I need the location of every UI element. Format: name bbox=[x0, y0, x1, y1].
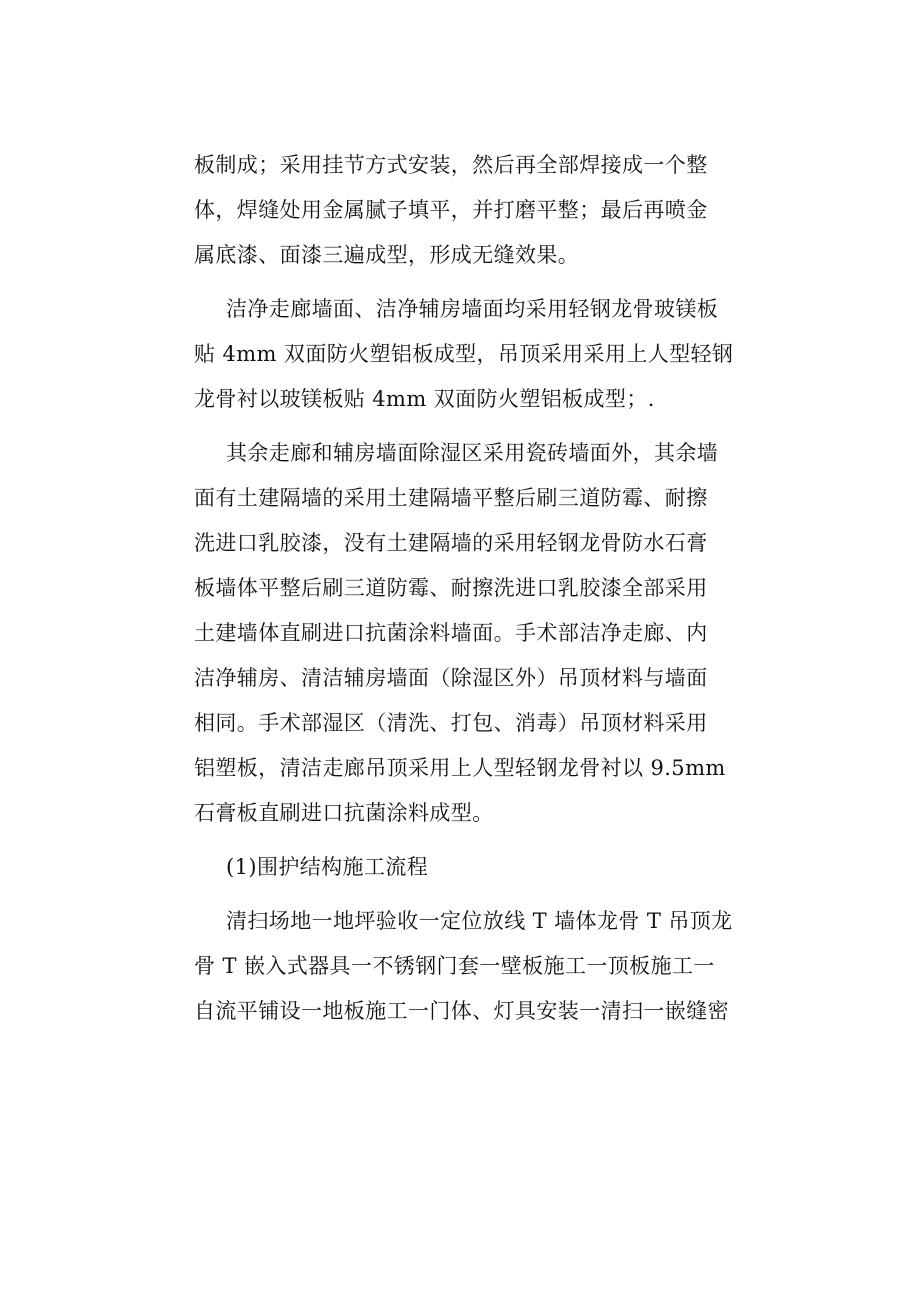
paragraph-clean-corridor-walls bbox=[194, 287, 734, 422]
text-line: 自流平铺设一地板施工一门体、灯具安装一清扫一嵌缝密 bbox=[194, 999, 729, 1023]
paragraph-spacer bbox=[194, 890, 724, 899]
text-line: 龙骨衬以玻镁板贴 4mm 双面防火塑铝板成型；. bbox=[194, 387, 655, 411]
text-line: 洗进口乳胶漆，没有土建隔墙的采用轻钢龙骨防水石膏 bbox=[194, 531, 708, 555]
paragraph-process-flow bbox=[194, 899, 733, 1034]
text-line: 其余走廊和辅房墙面除湿区采用瓷砖墙面外，其余墙 bbox=[226, 441, 719, 465]
text-line: 清扫场地一地坪验收一定位放线 T 墙体龙骨 T 吊顶龙 bbox=[226, 909, 733, 933]
paragraph-spacer bbox=[194, 278, 724, 287]
text-line: 相同。手术部湿区（清洗、打包、消毒）吊顶材料采用 bbox=[194, 711, 708, 735]
section-heading: (1)围护结构施工流程 bbox=[226, 855, 429, 879]
paragraph-welded-panels bbox=[194, 143, 724, 278]
text-line: 贴 4mm 双面防火塑铝板成型，吊顶采用采用上人型轻钢 bbox=[194, 342, 734, 366]
text-line: 属底漆、面漆三遍成型，形成无缝效果。 bbox=[194, 243, 580, 267]
text-line: 石膏板直刷进口抗菌涂料成型。 bbox=[194, 801, 494, 825]
text-line: 骨 T 嵌入式器具一不锈钢门套一壁板施工一顶板施工一 bbox=[194, 954, 715, 978]
text-line: 体，焊缝处用金属腻子填平，并打磨平整；最后再喷金 bbox=[194, 198, 708, 222]
paragraph-spacer bbox=[194, 836, 724, 845]
text-line: 面有土建隔墙的采用土建隔墙平整后刷三道防霉、耐擦 bbox=[194, 486, 708, 510]
text-line: 土建墙体直刷进口抗菌涂料墙面。手术部洁净走廊、内 bbox=[194, 621, 708, 645]
text-line: 铝塑板，清洁走廊吊顶采用上人型轻钢龙骨衬以 9.5mm bbox=[194, 756, 726, 780]
text-line: 板制成；采用挂节方式安装，然后再全部焊接成一个整 bbox=[194, 153, 708, 177]
text-line: 洁净辅房、清洁辅房墙面（除湿区外）吊顶材料与墙面 bbox=[194, 666, 708, 690]
section-heading-enclosure-process bbox=[194, 845, 724, 890]
paragraph-other-walls bbox=[194, 431, 724, 836]
text-line: 板墙体平整后刷三道防霉、耐擦洗进口乳胶漆全部采用 bbox=[194, 576, 708, 600]
document-body bbox=[194, 143, 734, 1034]
paragraph-spacer bbox=[194, 422, 724, 431]
text-line: 洁净走廊墙面、洁净辅房墙面均采用轻钢龙骨玻镁板 bbox=[226, 297, 719, 321]
